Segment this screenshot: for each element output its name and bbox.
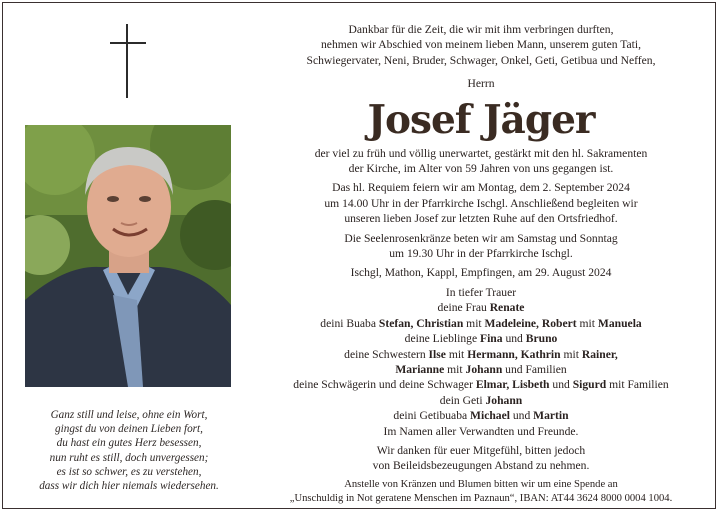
- mourner-geti: dein Geti Johann: [439, 393, 523, 407]
- intro-line: Schwiegervater, Neni, Bruder, Schwager, Onkel, Geti, Getibua und Neffen,: [306, 53, 656, 67]
- donation-line: Anstelle von Kränzen und Blumen bitten wir um eine Spende an: [344, 478, 618, 490]
- rosary-line: um 19.30 Uhr in der Pfarrkirche Ischgl.: [389, 247, 573, 261]
- mourner-sisters: deine Schwestern Ilse mit Hermann, Kathrin mit Rainer,: [344, 347, 618, 361]
- intro-line: Dankbar für die Zeit, die wir mit ihm verbringen durften,: [348, 23, 614, 36]
- place-date: Ischgl, Mathon, Kappl, Empfingen, am 29. August 2024: [350, 266, 612, 280]
- rosary-line: Die Seelenrosenkränze beten wir am Samstag und Sonntag: [344, 231, 618, 245]
- deceased-name: Josef Jäger: [367, 96, 595, 143]
- thanks-line: von Beileidsbezeugungen Abstand zu nehmen.: [372, 459, 590, 473]
- mourner-getibua: deini Getibuaba Michael und Martin: [393, 409, 569, 423]
- thanks-line: Wir danken für euer Mitgefühl, bitten jedoch: [376, 443, 586, 457]
- intro-line: nehmen wir Abschied von meinem lieben Mann, unserem guten Tati,: [321, 38, 641, 52]
- poem-line: gingst du von deinen Lieben fort,: [55, 423, 203, 436]
- mourner-favorites: deine Lieblinge Fina und Bruno: [404, 332, 558, 346]
- passing-line: der viel zu früh und völlig unerwartet, gestärkt mit den hl. Sakramenten: [314, 146, 648, 160]
- poem: [18, 408, 240, 493]
- salutation: Herrn: [467, 77, 495, 91]
- poem-line: es ist so schwer, es zu verstehen,: [56, 465, 202, 478]
- requiem-line: unseren lieben Josef zur letzten Ruhe auf den Ortsfriedhof.: [344, 212, 618, 226]
- mourner-all: Im Namen aller Verwandten und Freunde.: [383, 424, 579, 438]
- mourner-sisters-2: Marianne mit Johann und Familien: [395, 362, 567, 376]
- cross-icon: [110, 24, 146, 98]
- poem-line: nun ruht es still, doch unvergessen;: [49, 451, 209, 464]
- poem-line: dass wir dich hier niemals wiedersehen.: [39, 480, 219, 493]
- mourner-wife: deine Frau Renate: [437, 301, 525, 315]
- poem-line: du hast ein gutes Herz besessen,: [56, 437, 202, 450]
- requiem-line: um 14.00 Uhr in der Pfarrkirche Ischgl. Anschließend begleiten wir: [324, 196, 638, 210]
- requiem-line: Das hl. Requiem feiern wir am Montag, dem 2. September 2024: [332, 181, 630, 195]
- portrait-photo: [25, 125, 231, 387]
- obituary-text: [250, 22, 712, 506]
- poem-line: Ganz still und leise, ohne ein Wort,: [50, 409, 208, 421]
- passing-line: der Kirche, im Alter von 59 Jahren von uns gegangen ist.: [348, 162, 614, 176]
- donation-line: „Unschuldig in Not geratene Menschen im Paznaun“, IBAN: AT44 3624 8000 0004 1004.: [289, 492, 673, 504]
- mourner-sons: deini Buaba Stefan, Christian mit Madeleine, Robert mit Manuela: [320, 316, 642, 330]
- mourners-heading: In tiefer Trauer: [445, 285, 517, 299]
- mourner-inlaws: deine Schwägerin und deine Schwager Elmar, Lisbeth und Sigurd mit Familien: [293, 378, 669, 392]
